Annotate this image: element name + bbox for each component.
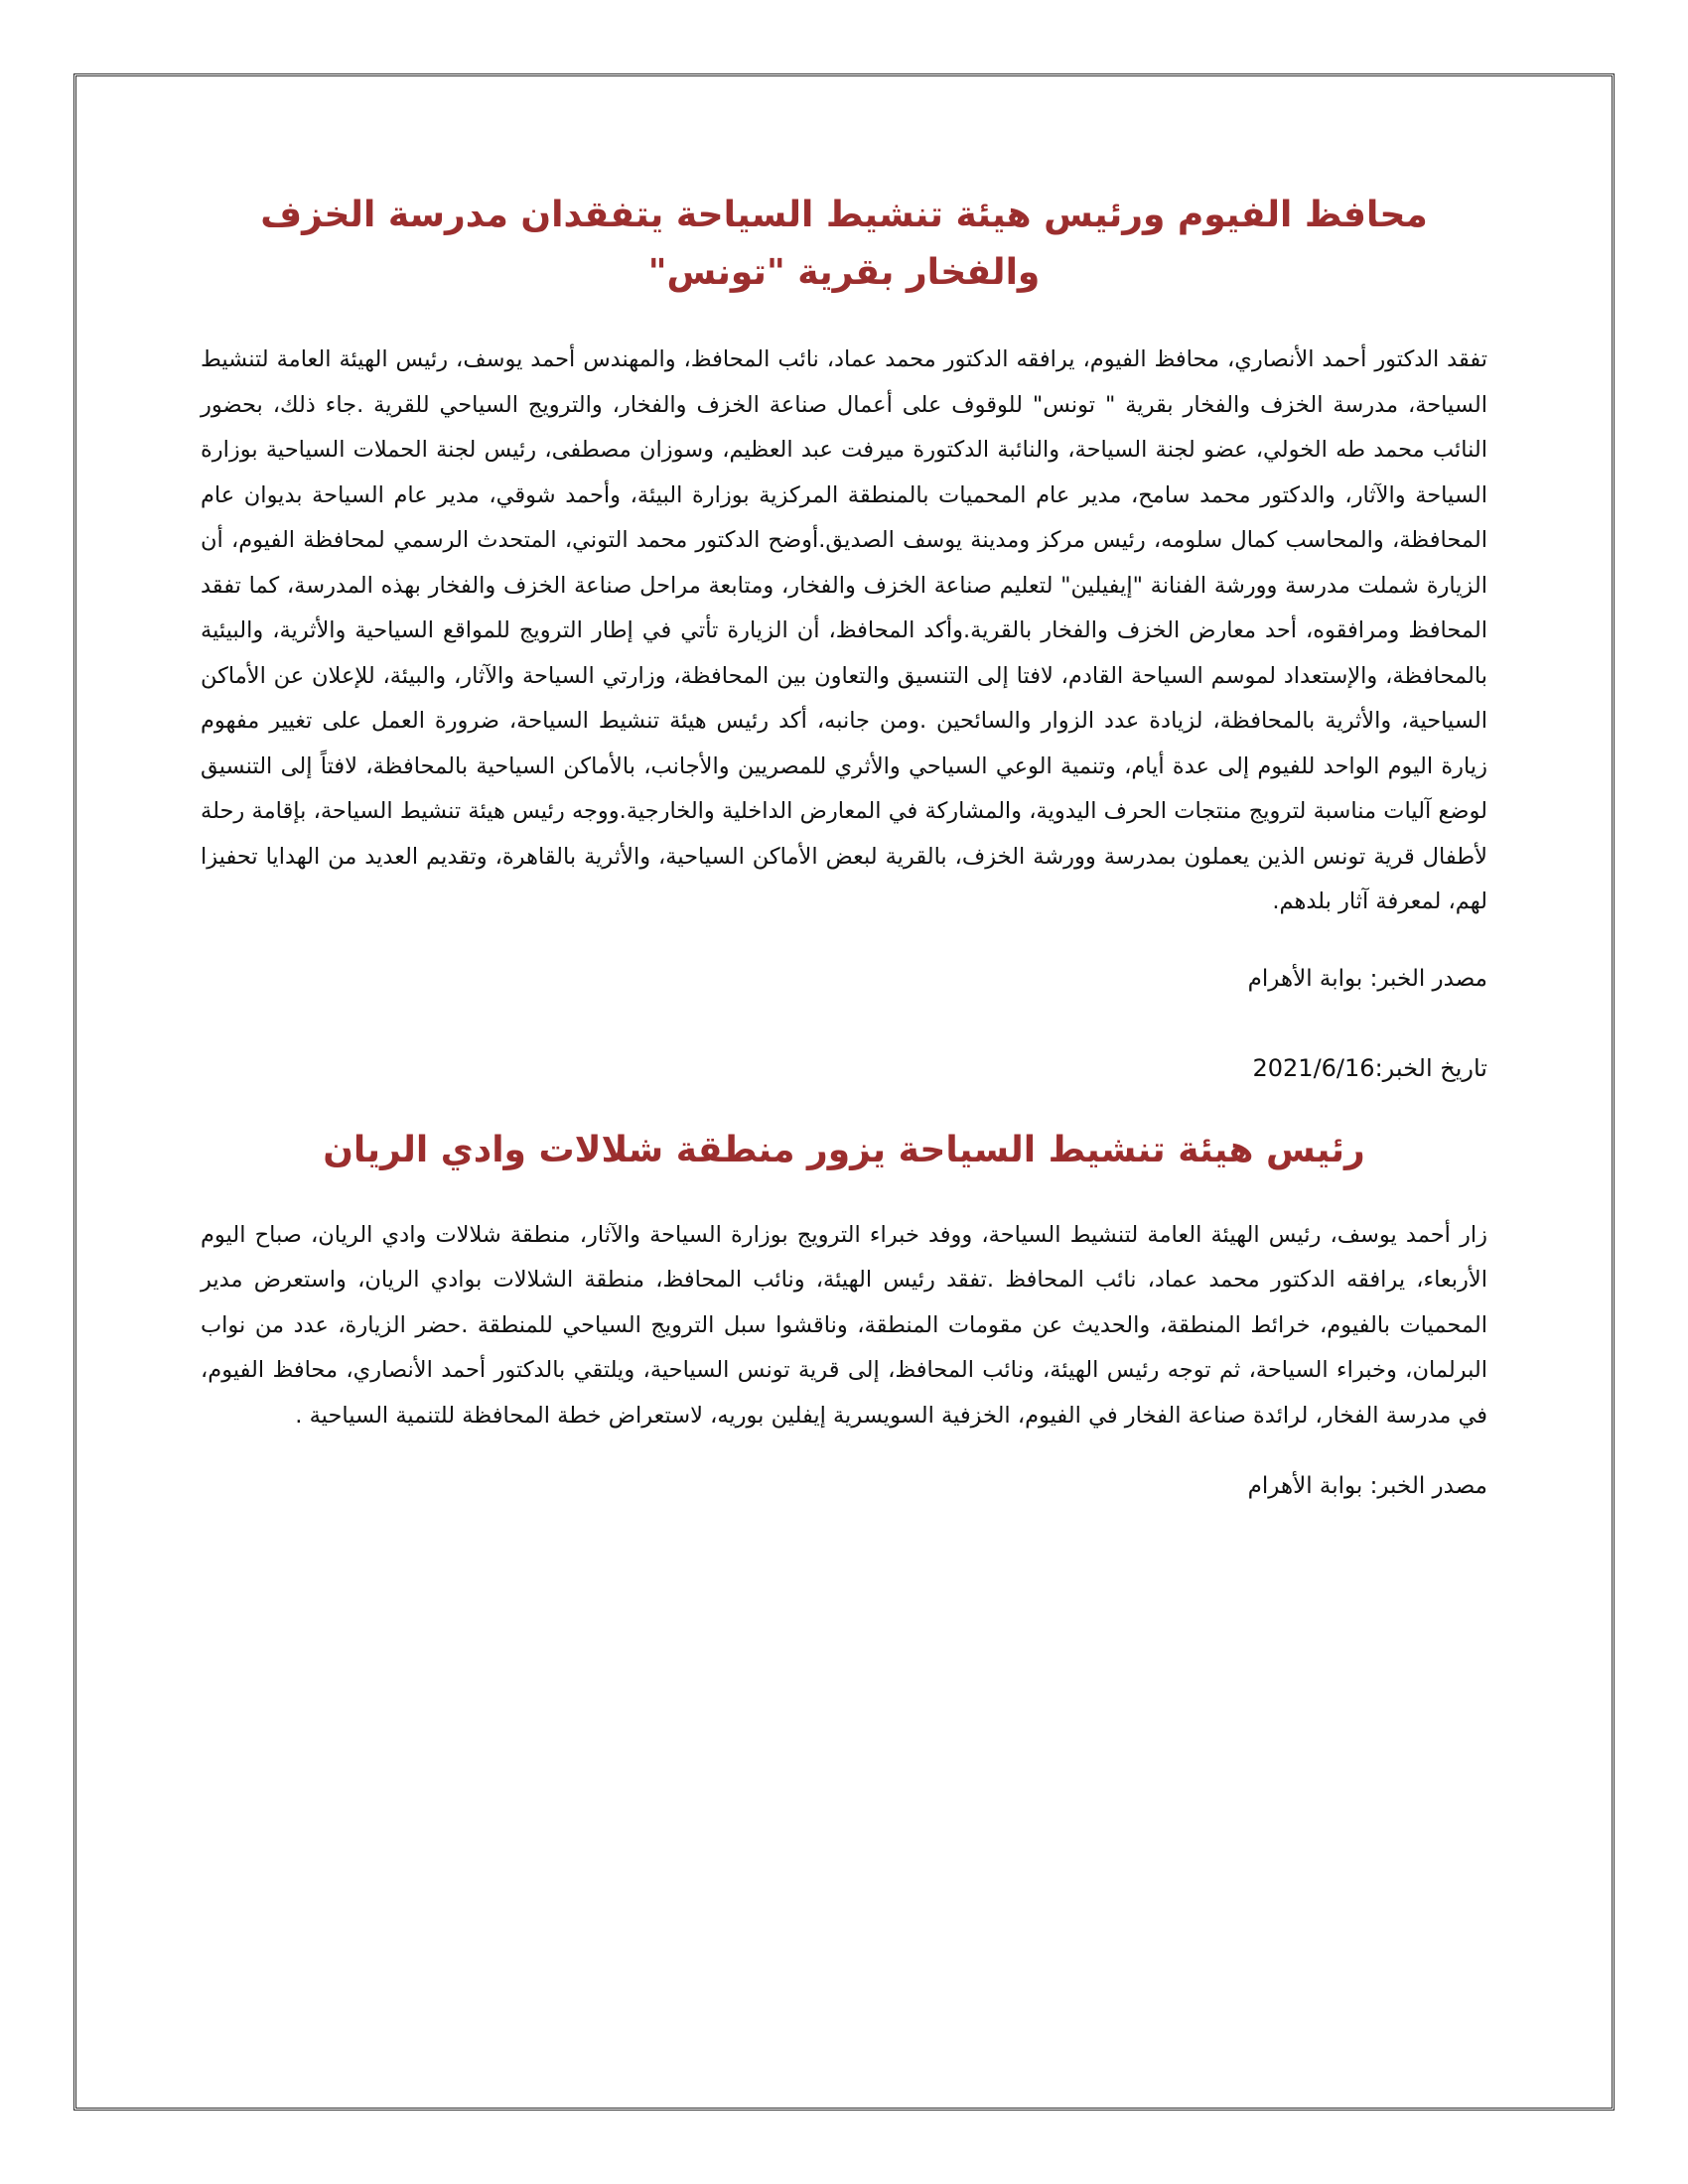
document-content — [201, 187, 1487, 1506]
article-2-title: رئيس هيئة تنشيط السياحة يزور منطقة شلالات وادي الريان — [323, 1129, 1365, 1170]
article-2-source: مصدر الخبر: بوابة الأهرام — [1247, 1473, 1487, 1499]
article-1-body: تفقد الدكتور أحمد الأنصاري، محافظ الفيوم، يرافقه الدكتور محمد عماد، نائب المحافظ، والمهندس أحمد يوسف، رئيس الهيئة العامة لتنشيط السياحة، مدرسة الخزف والفخار بقرية " تونس" للوقوف على أعمال صناعة الخزف والفخار، والترويج السياحي للقرية .جاء ذلك، بحضور النائب محمد طه الخولي، عضو لجنة السياحة، والنائبة الدكتورة ميرفت عبد العظيم، وسوزان مصطفى، رئيس لجنة الحملات السياحية بوزارة السياحة والآثار، والدكتور محمد سامح، مدير عام المحميات بالمنطقة المركزية بوزارة البيئة، وأحمد شوقي، مدير عام السياحة بديوان عام المحافظة، والمحاسب كمال سلومه، رئيس مركز ومدينة يوسف الصديق.أوضح الدكتور محمد التوني، المتحدث الرسمي لمحافظة الفيوم، أن الزيارة شملت مدرسة وورشة الفنانة "إيفيلين" لتعليم صناعة الخزف والفخار، ومتابعة مراحل صناعة الخزف والفخار بهذه المدرسة، كما تفقد المحافظ ومرافقوه، أحد معارض الخزف والفخار بالقرية.وأكد المحافظ، أن الزيارة تأتي في إطار الترويج للمواقع السياحية والأثرية، والبيئية بالمحافظة، والإستعداد لموسم السياحة القادم، لافتا إلى التنسيق والتعاون بين المحافظة، وزارتي السياحة والآثار، والبيئة، للإعلان عن الأماكن السياحية، والأثرية بالمحافظة، لزيادة عدد الزوار والسائحين .ومن جانبه، أكد رئيس هيئة تنشيط السياحة، ضرورة العمل على تغيير مفهوم زيارة اليوم الواحد للفيوم إلى عدة أيام، وتنمية الوعي السياحي والأثري للمصريين والأجانب، بالأماكن السياحية بالمحافظة، لافتاً إلى التنسيق لوضع آليات مناسبة لترويج منتجات الحرف اليدوية، والمشاركة في المعارض الداخلية والخارجية.ووجه رئيس هيئة تنشيط السياحة، بإقامة رحلة لأطفال قرية تونس الذين يعملون بمدرسة وورشة الخزف، بالقرية لبعض الأماكن السياحية، والأثرية بالقاهرة، وتقديم العديد من الهدايا تحفيزا لهم، لمعرفة آثار بلدهم. — [201, 346, 1487, 914]
article-1-date: تاريخ الخبر:2021/6/16 — [1252, 1053, 1487, 1082]
article-1-title: محافظ الفيوم ورئيس هيئة تنشيط السياحة يتفقدان مدرسة الخزف والفخار بقرية "تونس" — [260, 195, 1428, 293]
article-2-body: زار أحمد يوسف، رئيس الهيئة العامة لتنشيط السياحة، ووفد خبراء الترويج بوزارة السياحة والآثار، منطقة شلالات وادي الريان، صباح اليوم الأربعاء، يرافقه الدكتور محمد عماد، نائب المحافظ .تفقد رئيس الهيئة، ونائب المحافظ، منطقة الشلالات بوادي الريان، واستعرض مدير المحميات بالفيوم، خرائط المنطقة، والحديث عن مقومات المنطقة، وناقشوا سبل الترويج السياحي للمنطقة .حضر الزيارة، عدد من نواب البرلمان، وخبراء السياحة، ثم توجه رئيس الهيئة، ونائب المحافظ، إلى قرية تونس السياحية، ويلتقي بالدكتور أحمد الأنصاري، محافظ الفيوم، في مدرسة الفخار، لرائدة صناعة الفخار في الفيوم، الخزفية السويسرية إيفلين بوريه، لاستعراض خطة المحافظة للتنمية السياحية . — [201, 1221, 1487, 1429]
article-1-source: مصدر الخبر: بوابة الأهرام — [1247, 965, 1487, 992]
